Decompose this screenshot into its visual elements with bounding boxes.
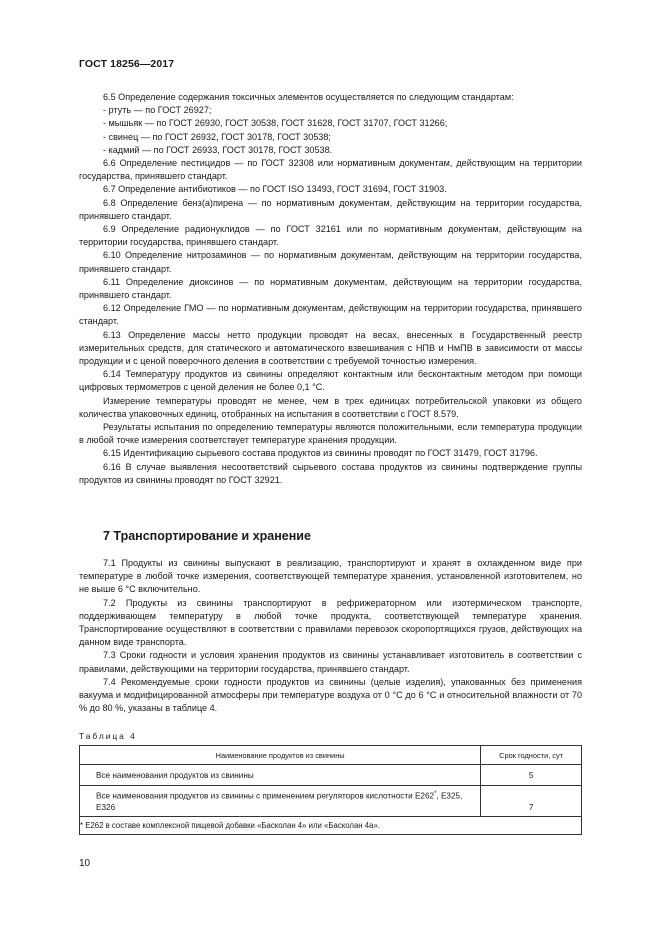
paragraph: 6.7 Определение антибиотиков — по ГОСТ ISO 13493, ГОСТ 31694, ГОСТ 31903.	[103, 184, 447, 195]
column-header-product: Наименование продуктов из свинины	[80, 746, 481, 765]
paragraph: 6.11 Определение диоксинов — по нормативным документам, действующим на территории государства, принявшего стандарт.	[79, 276, 582, 301]
product-name-part: , Е325, Е326	[96, 791, 463, 812]
paragraph: Измерение температуры проводят не менее, чем в трех единицах потребительской упаковки из общего количества упаковочных единиц, отобранных на испытания в соответствии с ГОСТ 8.579.	[79, 395, 582, 419]
paragraph: 6.6 Определение пестицидов — по ГОСТ 32308 или нормативным документам, действующим на территории государства, принявшего стандарт.	[79, 158, 582, 182]
footnote-mark: *	[434, 791, 437, 797]
table-row	[80, 765, 582, 786]
paragraph: 6.8 Определение бенз(а)пирена — по нормативным документам, действующим на территории государства, принявшего стандарт.	[79, 197, 582, 221]
list-item: - мышьяк — по ГОСТ 26930, ГОСТ 30538, ГОСТ 31628, ГОСТ 31707, ГОСТ 31266;	[103, 118, 448, 129]
list-item: - кадмий — по ГОСТ 26933, ГОСТ 30178, ГОСТ 30538.	[103, 144, 333, 155]
paragraph-7-4: 7.4 Рекомендуемые сроки годности продуктов из свинины (целые изделия), упакованных без применения вакуума и модифицированной атмосферы при температуре воздуха от 0 °С до 6 °С и относительной влажности от 70 % до 80 %, указаны в таблице 4.	[79, 676, 582, 714]
section-6-body	[79, 91, 582, 487]
list-item: - ртуть — по ГОСТ 26927;	[103, 105, 212, 116]
cell-product-name	[80, 786, 481, 817]
table-caption: Таблица 4	[79, 731, 137, 741]
list-item: - свинец — по ГОСТ 26932, ГОСТ 30178, ГОСТ 30538;	[103, 131, 331, 142]
paragraph: Результаты испытания по определению температуры являются положительными, если температура продукции в любой точке измерения соответствует температуре хранения продукции.	[79, 422, 582, 446]
section-7-title: 7 Транспортирование и хранение	[103, 529, 311, 543]
paragraph: 6.10 Определение нитрозаминов — по нормативным документам, действующим на территории государства, принявшего стандарт.	[79, 250, 582, 274]
product-name-part: Все наименования продуктов из свинины с применением регуляторов кислотности Е262	[96, 791, 435, 801]
table-header-row	[80, 746, 582, 765]
section-7-body	[79, 557, 582, 715]
paragraph: 6.12 Определение ГМО — по нормативным документам, действующим на территории государства, принявшего стандарт.	[79, 303, 582, 327]
paragraph: 6.5 Определение содержания токсичных элементов осуществляется по следующим стандартам:	[103, 92, 514, 102]
paragraph: 6.15 Идентификацию сырьевого состава продуктов из свинины проводят по ГОСТ 31479, ГОСТ 31796.	[103, 448, 538, 459]
table-footnote-row	[80, 816, 582, 834]
table-footnote: * Е262 в составе комплексной пищевой добавки «Басколан 4» или «Басколан 4а».	[80, 816, 582, 834]
column-header-shelf-life: Срок годности, сут	[481, 746, 582, 765]
page-number: 10	[79, 858, 91, 869]
cell-product-name: Все наименования продуктов из свинины	[80, 765, 481, 786]
paragraph: 6.16 В случае выявления несоответствий сырьевого состава продуктов из свинины подтверждение группы продуктов из свинины проводят по ГОСТ 32921.	[79, 461, 582, 485]
paragraph: 6.13 Определение массы нетто продукции проводят на весах, внесенных в Государственный реестр измерительных средств, для статического и автоматического взвешивания с НПВ и НмПВ в зависимости от массы продукции и с ценой поверочного деления в соответствии с требуемой точностью измерения.	[79, 329, 582, 367]
cell-shelf-life: 5	[481, 765, 582, 786]
shelf-life-table	[79, 745, 582, 835]
cell-shelf-life: 7	[481, 786, 582, 817]
paragraph: 6.14 Температуру продуктов из свинины определяют контактным или бесконтактным методом при помощи цифровых термометров с ценой деления не более 0,1 °С.	[79, 369, 582, 393]
paragraph-7-2: 7.2 Продукты из свинины транспортируют в рефрижераторном или изотермическом транспорте, поддерживающем температуру в любой точке продукта, соответствующей температуре хранения. Транспортирование осуществляют в соответствии с правилами перевозок скоропортящихся грузов, действующих на данном виде транспорта.	[79, 597, 582, 648]
document-header: ГОСТ 18256—2017	[79, 58, 175, 70]
paragraph-7-3: 7.3 Сроки годности и условия хранения продуктов из свинины устанавливает изготовитель в соответствии с правилами, действующими на территории государства, принявшего стандарт.	[79, 650, 582, 674]
table-row	[80, 786, 582, 817]
paragraph-7-1: 7.1 Продукты из свинины выпускают в реализацию, транспортируют и хранят в охлажденном виде при температуре в любой точке измерения, соответствующей температуре хранения, установленной изготовителем, но не выше 6 °С включительно.	[79, 558, 582, 595]
paragraph: 6.9 Определение радионуклидов — по ГОСТ 32161 или по нормативным документам, действующим на территории государства, принявшего стандарт.	[79, 224, 582, 248]
